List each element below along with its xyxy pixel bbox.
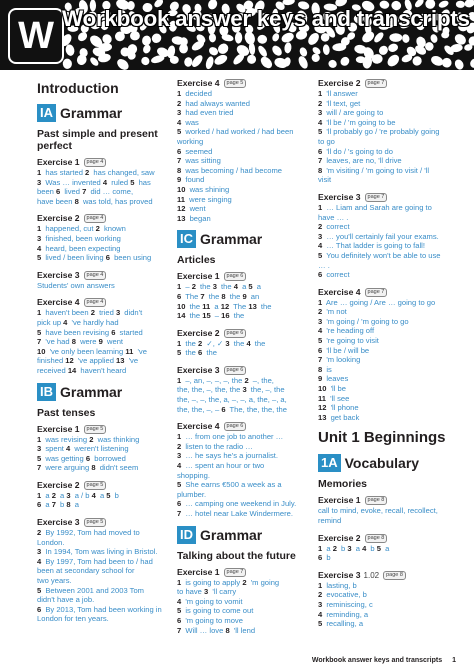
answer-line: 6 'll be / will be (318, 345, 370, 355)
page-reference: page 4 (84, 271, 107, 280)
answer-line: 2 correct (318, 222, 350, 232)
answer-line: 1 is going to apply 2 'm going (177, 577, 280, 587)
pattern-pebble (385, 53, 401, 69)
answer-line: 5 Between 2001 and 2003 Tom (37, 585, 144, 595)
answer-line: 3 will / are going to (318, 108, 384, 118)
section-name: Grammar (60, 105, 123, 121)
pattern-pebble (468, 57, 474, 70)
exercise-label: Exercise 2 (318, 532, 361, 543)
pattern-pebble (389, 33, 402, 42)
page-reference: page 6 (224, 329, 247, 338)
exercise (177, 567, 299, 636)
pattern-pebble (257, 44, 269, 58)
answer-line: 6 correct (318, 270, 350, 280)
exercise-title (318, 570, 448, 581)
answer-line: 1 … Liam and Sarah are going to (318, 202, 432, 212)
page-reference: page 6 (224, 366, 247, 375)
exercise (177, 328, 299, 358)
exercise-label: Exercise 2 (177, 327, 220, 338)
exercise-title (37, 517, 167, 528)
exercise (177, 421, 299, 518)
pattern-pebble (150, 32, 163, 45)
exercise-label: Exercise 2 (37, 213, 80, 224)
exercise-title (37, 213, 167, 224)
pattern-pebble (140, 55, 152, 67)
exercise-title (177, 78, 299, 89)
section-ic (177, 230, 299, 248)
page-reference: page 4 (84, 158, 107, 167)
answer-line: 10 'll be (318, 384, 346, 394)
answer-line: 2 'll text, get (318, 98, 361, 108)
answer-line: … . (318, 260, 330, 270)
page-reference: page 7 (365, 288, 388, 297)
exercise (37, 480, 167, 510)
answer-line: 1 decided (177, 89, 212, 98)
answer-line: plumber. (177, 489, 207, 499)
section-name: Grammar (60, 383, 123, 400)
answer-line: remind (318, 516, 342, 525)
exercise-title (177, 328, 299, 339)
exercise-title (318, 192, 448, 203)
answer-line: 6 The 7 the 8 the 9 an (177, 291, 260, 301)
answer-line: 3 … he says he's a journalist. (177, 451, 278, 461)
subheading: Talking about the future (177, 549, 296, 562)
exercise-title (177, 421, 299, 432)
answer-line: 7 Will … love 8 'll lend (177, 625, 256, 635)
page-reference: page 5 (84, 481, 107, 490)
exercise-title (318, 533, 448, 544)
pattern-pebble (257, 34, 267, 44)
exercise-label: Exercise 1 (37, 157, 80, 167)
exercise (37, 213, 167, 262)
answer-line: didn't have a job. (37, 595, 95, 605)
column-3 (318, 78, 448, 636)
pattern-pebble (235, 32, 243, 44)
pattern-pebble (284, 42, 292, 54)
exercise-title (318, 495, 448, 506)
section-ia (37, 104, 167, 122)
page-reference: page 5 (84, 425, 107, 434)
answer-line: 6 a 7 b 8 a (37, 500, 79, 510)
pattern-pebble (440, 56, 453, 69)
exercise (37, 424, 167, 473)
answer-line: 10 the 11 a 12 The 13 the (177, 301, 272, 311)
pattern-pebble (209, 33, 217, 42)
answer-line: the, the, –, – 6 The, the, the, the (177, 404, 287, 414)
page-header (0, 0, 474, 70)
answer-line: have … . (318, 212, 349, 222)
answer-line: 4 reminding, a (318, 609, 369, 619)
pattern-pebble (62, 58, 72, 69)
answer-line: received 14 haven't heard (37, 365, 127, 375)
answer-line: 9 leaves (318, 374, 349, 384)
pattern-pebble (205, 56, 215, 70)
answer-line: 5 You definitely won't be able to use (318, 250, 441, 260)
exercise-label: Exercise 1 (318, 495, 361, 506)
answer-line: 6 'm going to move (177, 615, 243, 625)
answer-line: 10 've only been learning 11 've (37, 346, 147, 356)
answer-line: 4 By 1997, Tom had been to / had (37, 556, 153, 566)
exercise-title (37, 270, 167, 281)
answer-line: 7 've had 8 were 9 went (37, 337, 124, 347)
pattern-pebble (184, 57, 193, 68)
answer-line: 4 heard, been expecting (37, 243, 121, 253)
pattern-pebble (322, 44, 330, 55)
answer-line: been 6 lived 7 did … come, (37, 187, 134, 197)
column-2 (177, 78, 299, 642)
answer-line: 2 'm not (318, 307, 347, 317)
answer-line: 7 … hotel near Lake Windermere. (177, 509, 293, 518)
page-reference: page 7 (365, 193, 388, 202)
answer-line: 2 By 1992, Tom had moved to (37, 528, 140, 538)
page-reference: page 8 (383, 571, 406, 580)
answer-line: 7 leaves, are no, 'll drive (318, 156, 402, 166)
pattern-pebble (298, 46, 308, 57)
exercise-label: Exercise 4 (177, 78, 220, 88)
pattern-pebble (401, 33, 410, 43)
answer-line: 5 is going to come out (177, 606, 254, 616)
answer-line: 1 – 2 the 3 the 4 a 5 a (177, 282, 261, 292)
answer-line: 7 was sitting (177, 156, 221, 166)
answer-line: 6 'll do / 's going to do (318, 146, 393, 156)
answer-line: been at secondary school for (37, 566, 135, 576)
pattern-pebble (310, 52, 321, 63)
section-heading: Introduction (37, 80, 119, 96)
pattern-pebble (339, 55, 351, 68)
subheading: Past simple and present perfect (37, 128, 158, 152)
answer-line: 1 a 2 a 3 a / b 4 a 5 b (37, 490, 119, 500)
pattern-pebble (297, 55, 310, 70)
exercise-label: Exercise 3 (318, 569, 361, 580)
page-reference: page 8 (365, 534, 388, 543)
exercise-label: Exercise 2 (37, 479, 80, 490)
answer-line: 1 happened, cut 2 known (37, 224, 126, 234)
answer-line: 5 have been revising 6 started (37, 327, 143, 337)
exercise (318, 78, 448, 185)
exercise (318, 570, 448, 629)
answer-line: 4 're heading off (318, 326, 375, 336)
answer-line: two years. (37, 576, 72, 586)
answer-line: the, –, –, the, a, –, –, a, the, –, a, (177, 395, 287, 405)
answer-line: 12 went (177, 204, 206, 214)
answer-line: London for ten years. (37, 614, 109, 624)
answer-line: 1 'll answer (318, 89, 358, 98)
answer-line: 13 began (177, 213, 211, 223)
answer-line: 9 found (177, 175, 205, 185)
page-reference: page 4 (84, 298, 107, 307)
answer-line: 4 … spent an hour or two shopping. (177, 461, 265, 480)
answer-line: 5 lived / been living 6 been using (37, 253, 152, 263)
exercise (37, 270, 167, 291)
answer-line: 7 were arguing 8 didn't seem (37, 463, 139, 473)
answer-line: 3 had even tried (177, 108, 234, 118)
exercise-label: Exercise 1 (37, 423, 80, 434)
answer-line: 2 listen to the radio … (177, 441, 253, 451)
answer-line: 5 worked / had worked / had been (177, 127, 294, 137)
answer-line: 2 evocative, b (318, 590, 367, 600)
section-tag: ID (177, 526, 196, 544)
answer-line: 13 get back (318, 412, 360, 422)
answer-line: 3 Was … invented 4 ruled 5 has (37, 177, 151, 187)
answer-line: 1 Are … going / Are … going to go (318, 297, 436, 307)
section-id (177, 526, 299, 544)
page-reference: page 6 (224, 272, 247, 281)
exercise-label: Exercise 4 (318, 286, 361, 297)
pattern-pebble (207, 45, 219, 57)
exercise-label: Exercise 4 (177, 421, 220, 432)
exercise (37, 297, 167, 375)
exercise-label: Exercise 2 (318, 78, 361, 88)
answer-line: 5 the 6 the (177, 348, 217, 358)
exercise-title (318, 78, 448, 89)
exercise-label: Exercise 3 (177, 364, 220, 375)
pattern-pebble (387, 42, 399, 53)
pattern-pebble (270, 44, 283, 58)
exercise (318, 192, 448, 280)
pattern-pebble (429, 33, 438, 43)
answer-line: 4 … That ladder is going to fall! (318, 241, 425, 251)
pattern-pebble (372, 31, 385, 44)
pattern-pebble (130, 31, 140, 41)
answer-line: 1 –, an, –, –, –, the 2 –, the, (177, 375, 274, 385)
answer-line: working (177, 136, 204, 146)
exercise-label: Exercise 3 (37, 269, 80, 280)
page-reference: page 6 (224, 422, 247, 431)
answer-line: 5 recalling, a (318, 619, 364, 629)
answer-line: 1 was revising 2 was thinking (37, 434, 140, 444)
section-tag: IB (37, 383, 56, 401)
answer-line: 1 … from one job to another … (177, 432, 284, 442)
page-reference: page 7 (365, 79, 388, 88)
answer-line: 11 'll see (318, 393, 350, 403)
exercise-label: Exercise 3 (318, 191, 361, 202)
answer-line: 5 was getting 6 borrowed (37, 453, 126, 463)
answer-line: 10 was shining (177, 184, 230, 194)
audio-track-icon: 1.02 (363, 570, 380, 580)
pattern-pebble (142, 44, 152, 55)
pattern-pebble (259, 55, 275, 70)
answer-line: 6 By 2013, Tom had been working in (37, 604, 162, 614)
section-name: Grammar (200, 231, 263, 248)
column-1 (37, 78, 167, 631)
subheading: Past tenses (37, 406, 96, 419)
answer-line: have been 8 was told, has proved (37, 196, 153, 206)
exercise-title (177, 271, 299, 282)
answer-line: visit (318, 175, 332, 185)
answer-line: 1 has started 2 has changed, saw (37, 168, 155, 177)
answer-line: 3 reminiscing, c (318, 599, 373, 609)
exercise (318, 495, 448, 525)
answer-line: 8 is (318, 364, 332, 374)
section-name: Grammar (200, 526, 263, 543)
exercise-label: Exercise 1 (177, 271, 220, 282)
workbook-badge-letter: W (18, 15, 54, 57)
answer-line: 7 'm looking (318, 355, 361, 365)
page-footer (312, 657, 456, 664)
answer-line: Students' own answers (37, 280, 115, 290)
exercise-title (37, 424, 167, 435)
section-tag: IA (37, 104, 56, 122)
subheading: Memories (318, 478, 368, 491)
pattern-pebble (216, 41, 231, 56)
pattern-pebble (141, 35, 151, 46)
exercise-title (177, 365, 299, 376)
pattern-pebble (411, 55, 423, 68)
exercise (177, 365, 299, 414)
answer-line: to have 3 'll carry (177, 587, 237, 597)
answer-line: finished 12 've applied 13 've (37, 356, 139, 366)
pattern-pebble (179, 43, 189, 54)
answer-line: 3 finished, been working (37, 233, 121, 243)
section-name: Vocabulary (344, 455, 420, 472)
pattern-pebble (453, 58, 465, 70)
exercise-label: Exercise 4 (37, 297, 80, 308)
answer-line: 14 the 15 – 16 the (177, 311, 245, 321)
exercise (177, 271, 299, 320)
answer-line: 3 … you'll certainly fail your exams. (318, 231, 439, 241)
workbook-badge (8, 8, 64, 64)
exercise-label: Exercise 1 (177, 566, 220, 577)
section-ib (37, 383, 167, 401)
answer-line: 2 had always wanted (177, 98, 250, 108)
exercise-label: Exercise 3 (37, 517, 80, 528)
page-number: 1 (452, 657, 456, 664)
answer-line: London. (37, 537, 65, 547)
pattern-pebble (76, 30, 89, 43)
exercise-title (37, 480, 167, 491)
answer-line: 1 the 2 ✓, ✓ 3 the 4 the (177, 338, 266, 348)
exercise (37, 517, 167, 624)
subheading: Articles (177, 254, 216, 267)
answer-line: 8 was becoming / had become (177, 165, 283, 175)
exercise-title (177, 567, 299, 578)
answer-line: 4 'll be / 'm going to be (318, 117, 396, 127)
answer-line: 3 In 1994, Tom was living in Bristol. (37, 547, 158, 557)
section-tag: IC (177, 230, 196, 248)
answer-line: 6 b (318, 553, 331, 563)
answer-line: 1 lasting, b (318, 580, 357, 590)
exercise-title (37, 297, 167, 308)
answer-line: the, the, –, the, the 3 the, –, the (177, 385, 285, 395)
exercise (177, 78, 299, 223)
answer-line: 5 She earns €500 a week as a (177, 480, 282, 490)
exercise (37, 157, 167, 206)
answer-line: 3 spent 4 weren't listening (37, 444, 129, 454)
answer-line: 3 'm going / 'm going to go (318, 316, 409, 326)
answer-line: 1 a 2 b 3 a 4 b 5 a (318, 543, 390, 553)
answer-line: 5 're going to visit (318, 336, 379, 346)
exercise-title (318, 287, 448, 298)
answer-line: 6 seemed (177, 146, 213, 156)
answer-line: 1 haven't been 2 tried 3 didn't (37, 308, 143, 318)
answer-line: 8 'm visiting / 'm going to visit / 'll (318, 165, 430, 175)
answer-line: 12 'll phone (318, 403, 359, 413)
page-reference: page 5 (84, 518, 107, 527)
answer-line: call to mind, evoke, recall, recollect, (318, 506, 438, 516)
footer-text: Workbook answer keys and transcripts (311, 657, 443, 664)
answer-line: 6 … camping one weekend in July. (177, 499, 297, 509)
section-tag: 1A (318, 454, 341, 472)
answer-line: 11 were singing (177, 194, 232, 204)
exercise (318, 287, 448, 423)
unit-heading: Unit 1 Beginnings (318, 429, 446, 447)
pattern-pebble (327, 58, 338, 69)
page-reference: page 7 (224, 568, 247, 577)
section-1a (318, 454, 448, 472)
exercise-title (37, 157, 167, 168)
answer-line: 5 'll probably go / 're probably going (318, 127, 440, 137)
pattern-pebble (306, 31, 321, 47)
answer-line: 4 'm going to vomit (177, 596, 243, 606)
exercise (318, 533, 448, 563)
answer-line: 4 was (177, 117, 199, 127)
answer-line: to go (318, 136, 335, 146)
answer-line: pick up 4 've hardly had (37, 317, 119, 327)
header-title: Workbook answer keys and transcripts (62, 6, 470, 31)
pattern-pebble (115, 57, 131, 70)
page-reference: page 4 (84, 214, 107, 223)
page-reference: page 5 (224, 79, 247, 88)
pattern-pebble (271, 32, 280, 42)
page-reference: page 8 (365, 496, 388, 505)
pattern-pebble (280, 31, 295, 44)
